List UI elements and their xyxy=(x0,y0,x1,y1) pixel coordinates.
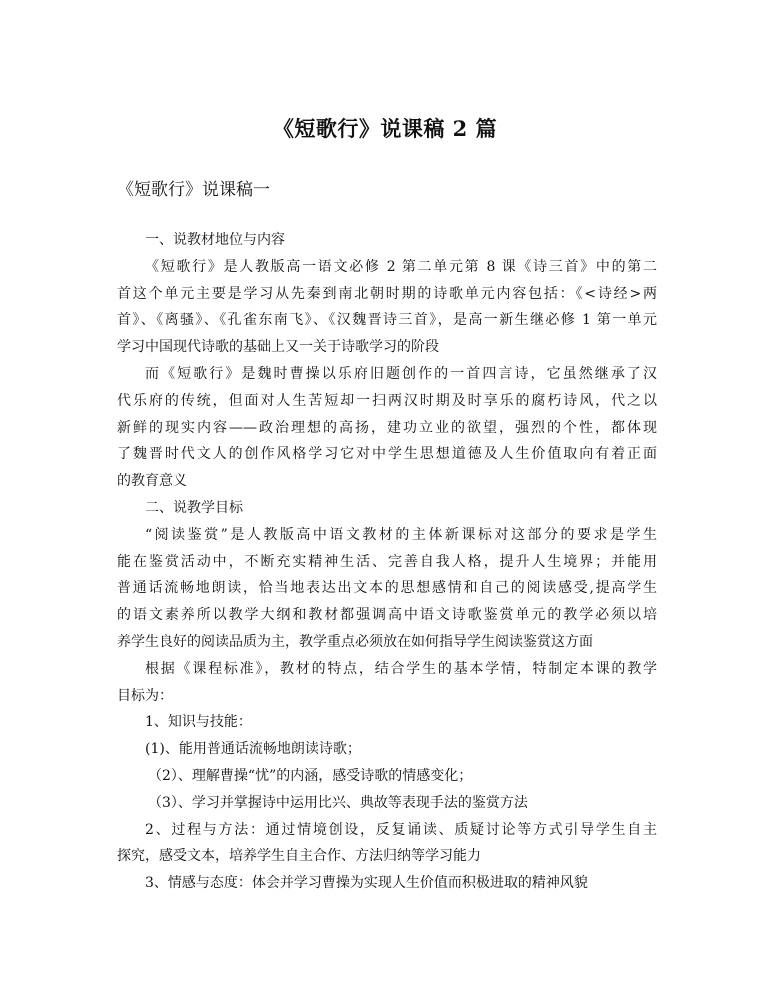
text-line: 普通话流畅地朗读，恰当地表达出文本的思想感情和自己的阅读感受,提高学生 xyxy=(117,580,657,597)
text-line: 一、说教材地位与内容 xyxy=(145,232,285,248)
text-line: 新鲜的现实内容——政治理想的高扬，建功立业的欲望，强烈的个性，都体现 xyxy=(117,419,657,436)
text-line: 2、过程与方法：通过情境创设，反复诵读、质疑讨论等方式引导学生自主 xyxy=(145,821,657,838)
text-line: “阅读鉴赏”是人教版高中语文教材的主体新课标对这部分的要求是学生 xyxy=(145,526,657,543)
text-line: 根据《课程标准》，教材的特点，结合学生的基本学情，特制定本课的教学 xyxy=(145,660,657,677)
text-line: （2）、理解曹操“忧”的内涵，感受诗歌的情感变化； xyxy=(148,767,473,784)
text-line: 首这个单元主要是学习从先秦到南北朝时期的诗歌单元内容包括：《<诗经>两 xyxy=(117,285,657,302)
text-line: 3、情感与态度：体会并学习曹操为实现人生价值而积极进取的精神风貌 xyxy=(145,875,588,892)
text-line: (1)、能用普通话流畅地朗读诗歌； xyxy=(145,741,361,758)
text-line: 二、说教学目标 xyxy=(145,499,243,516)
body-text xyxy=(117,227,657,897)
text-line: 首》、《离骚》、《孔雀东南飞》、《汉魏晋诗三首》，是高一新生继必修 1 第一单元 xyxy=(117,312,657,329)
text-line: 养学生良好的阅读品质为主，教学重点必须放在如何指导学生阅读鉴赏这方面 xyxy=(117,633,593,650)
text-line: 的语文素养所以教学大纲和教材都强调高中语文诗歌鉴赏单元的教学必须以培 xyxy=(117,607,657,624)
text-line: 学习中国现代诗歌的基础上又一关于诗歌学习的阶段 xyxy=(117,339,439,356)
text-line: 了魏晋时代文人的创作风格学习它对中学生思想道德及人生价值取向有着正面 xyxy=(117,446,657,463)
text-line: 1、知识与技能： xyxy=(145,714,252,731)
text-line: （3）、学习并掌握诗中运用比兴、典故等表现手法的鉴赏方法 xyxy=(148,794,528,811)
section-title: 《短歌行》说课稿一 xyxy=(117,180,270,200)
document-title: 《短歌行》说课稿 2 篇 xyxy=(272,116,498,141)
text-line: 的教育意义 xyxy=(117,473,187,490)
text-line: 目标为： xyxy=(117,687,173,704)
text-line: 能在鉴赏活动中，不断充实精神生活、完善自我人格，提升人生境界；并能用 xyxy=(117,553,657,570)
text-line: 《短歌行》是人教版高一语文必修 2 第二单元第 8 课《诗三首》中的第二 xyxy=(145,258,657,275)
text-line: 代乐府的传统，但面对人生苦短却一扫两汉时期及时享乐的腐朽诗风，代之以 xyxy=(117,392,657,409)
text-line: 探究，感受文本，培养学生自主合作、方法归纳等学习能力 xyxy=(117,848,481,865)
text-line: 而《短歌行》是魏时曹操以乐府旧题创作的一首四言诗，它虽然继承了汉 xyxy=(145,365,657,382)
